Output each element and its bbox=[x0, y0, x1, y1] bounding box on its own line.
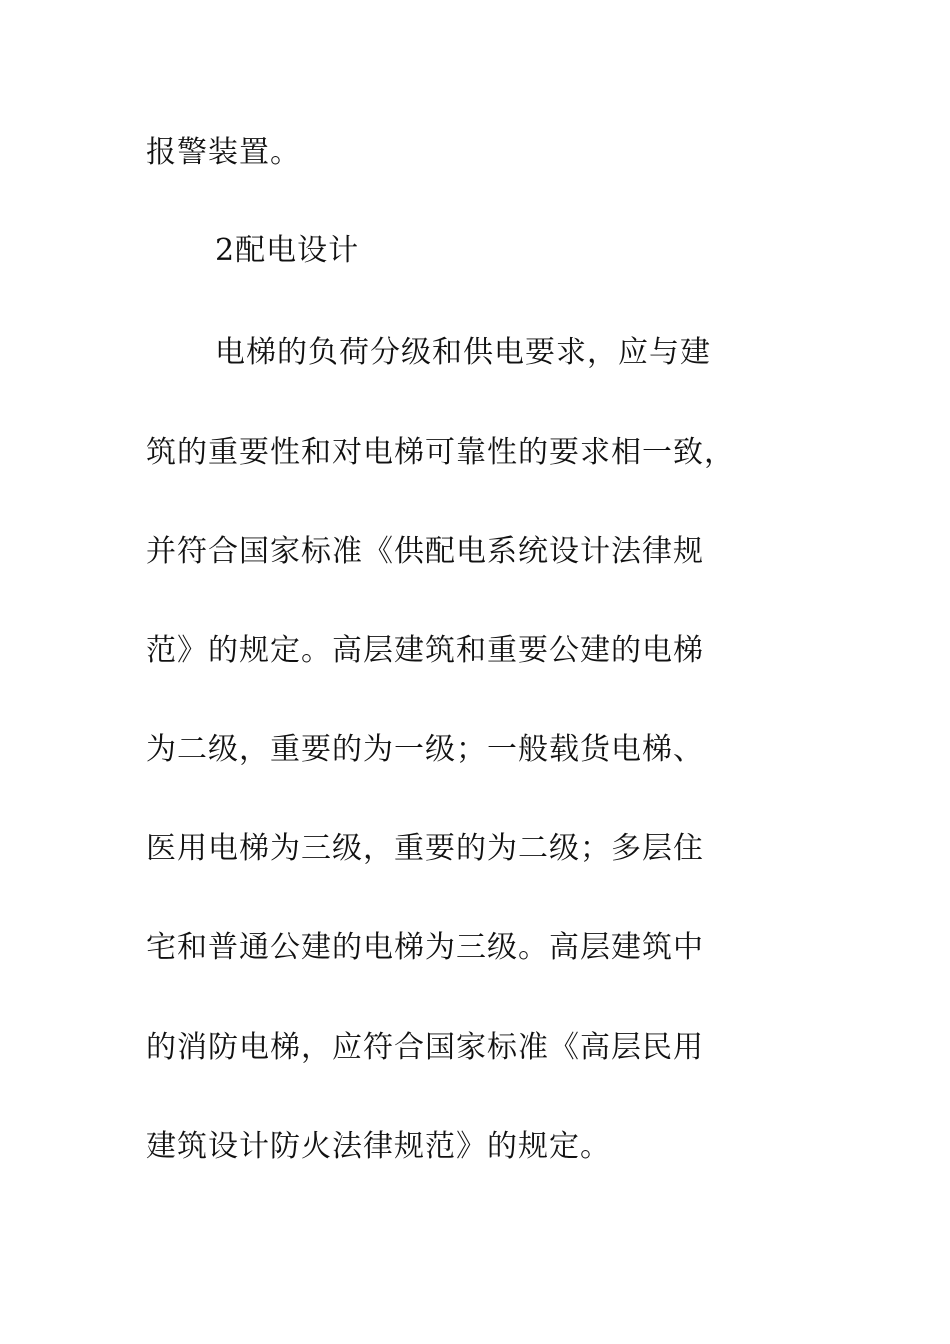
text-line: 筑的重要性和对电梯可靠性的要求相一致， bbox=[146, 435, 735, 470]
text-line: 医用电梯为三级，重要的为二级；多层住 bbox=[146, 831, 704, 866]
text-line: 报警装置。 bbox=[146, 135, 301, 170]
text-line: 电梯的负荷分级和供电要求，应与建 bbox=[215, 335, 711, 370]
text-line: 为二级，重要的为一级；一般载货电梯、 bbox=[146, 732, 704, 767]
text-line: 并符合国家标准《供配电系统设计法律规 bbox=[146, 534, 704, 569]
section-heading: 2配电设计 bbox=[215, 233, 360, 268]
text-line: 建筑设计防火法律规范》的规定。 bbox=[146, 1129, 611, 1164]
text-line: 宅和普通公建的电梯为三级。高层建筑中 bbox=[146, 930, 704, 965]
text-line: 的消防电梯，应符合国家标准《高层民用 bbox=[146, 1030, 704, 1065]
text-line: 范》的规定。高层建筑和重要公建的电梯 bbox=[146, 633, 704, 668]
